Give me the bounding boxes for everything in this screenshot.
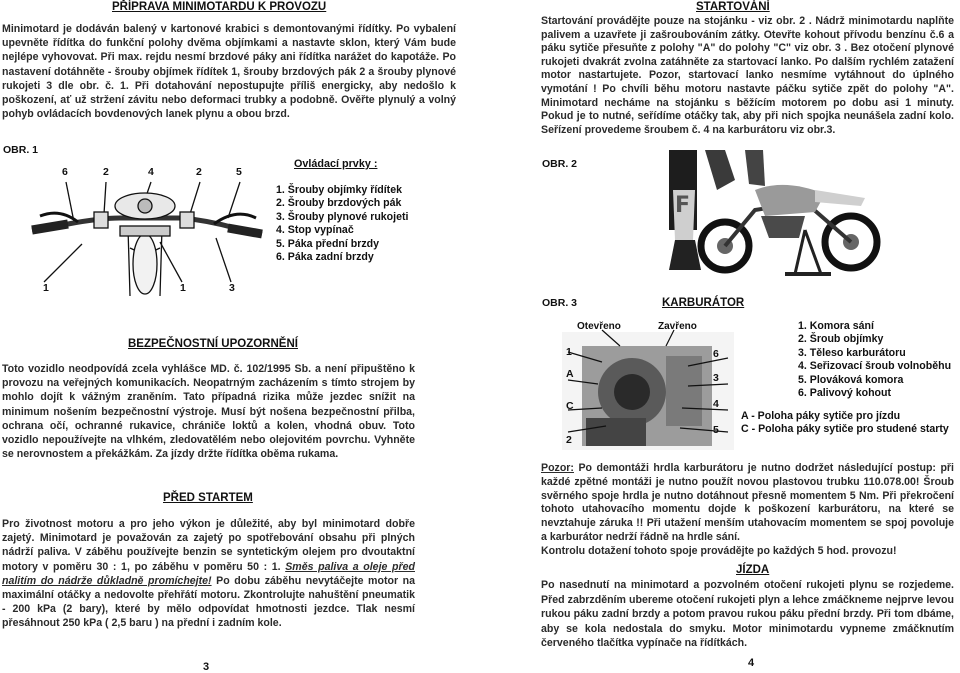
page-number: 4: [748, 657, 755, 669]
carb-closed-label: Zavřeno: [658, 321, 697, 332]
list-item: 2. Šroub objímky: [798, 333, 884, 346]
warning-check: Kontrolu dotažení tohoto spoje provádějte po každých 5 hod. provozu!: [541, 544, 897, 557]
emphasis-text: Směs paliva a oleje před nalitím do nádrže důkladně promíchejte!: [2, 560, 415, 587]
fig3-label: OBR. 3: [542, 297, 578, 309]
fig1-callout: 3: [229, 282, 235, 294]
fig2-label: OBR. 2: [542, 158, 578, 170]
list-item: 2. Šrouby brzdových pák: [276, 197, 402, 210]
list-item: A - Poloha páky sytiče pro jízdu: [741, 410, 901, 422]
fig1-callout: 1: [43, 282, 49, 294]
svg-text:F: F: [675, 193, 691, 218]
carburetor-title: KARBURÁTOR: [662, 297, 745, 309]
list-item: 5. Páka přední brzdy: [276, 237, 380, 250]
carb-callout: 6: [713, 348, 719, 360]
warning-label: Pozor:: [541, 462, 574, 474]
carb-open-label: Otevřeno: [577, 321, 621, 332]
controls-title: Ovládací prvky :: [294, 158, 378, 170]
safety-text: Toto vozidlo neodpovídá zcela vyhlášce MD. č. 102/1995 Sb. a není připuštěno k provozu na veřejných komunikacích. Neopatrným zacházením s tímto strojem by mohlo dojít k vážným zraněním. Tato případná rizika může jezdec snížit na minimum nošením bezpečnostní výstroje. Musí být nošena bezpečnostní přilba, ochrana očí, ochranné rukavice, chrániče loktů a kolen, vhodná obuv. Toto vozidlo nepoužívejte na vlhkém, zledovatělém nebo olejovitém povrchu. Vyhněte se nerovnostem a překážkám. Za jízdy držte řídítka oběma rukama.: [2, 363, 415, 461]
ride-text: Po nasednutí na minimotard a pozvolném otočení rukojeti plynu se rozjedeme. Před zabrzděním ubereme otočení rukojeti plyn a lehce zmáčkneme nejprve levou rukou páku zadní brzdy a potom pravou rukou páku přední brzdy. Při tom dbáme, aby se kola nedostala do smyku. Motor minimotardu vypneme zmáčknutím červeného tlačítka vypínače na řídítkách.: [541, 579, 954, 650]
dirt-bike-photo: [665, 150, 895, 280]
fig1-callout: 6: [62, 166, 68, 178]
prep-text: Minimotard je dodáván balený v kartonové krabici s demontovanými řídítky. Po vybalení upevněte řídítka do funkční polohy dvěma objímkami a nastavte sklon, který Vám bude nejlépe vyhovovat. Při max. rejdu nesmí brzdové páky ani řídítka narážet do kapotáže. Po nastavení dotáhněte - šrouby objímek řídítek 1, šrouby brzdových pák 2 a šrouby plynové rukojeti 3 dle obr. č. 1. Při dotahování nepostupujte příliš energicky, aby nedošlo k poškození, ať už stržení závitu nebo deformaci trubky a podobně. Ověřte plynulý a volný pohyb ovládacích bovdenových lanek plynu a obou brzd.: [2, 23, 456, 121]
choke-positions-list: [741, 410, 949, 437]
list-item: 5. Plováková komora: [798, 373, 904, 386]
list-item: 3. Šrouby plynové rukojeti: [276, 210, 409, 223]
handlebar-illustration: [30, 178, 270, 300]
ride-title: JÍZDA: [736, 564, 770, 576]
controls-list: [276, 184, 408, 264]
carb-callout: 4: [713, 398, 719, 410]
start-text: Startování provádějte pouze na stojánku - viz obr. 2 . Nádrž minimotardu naplňte palivem a uzavřete ji zašroubováním zátky. Otevřte kohout přívodu benzínu č.6 a páku sytiče přesuňte z polohy "A" do polohy "C" viz obr. 3 . Bez otočení plynové rukojeti dvakrát zvolna zatáhněte za startovací lanko. Po dalším rychlém zatažení motor nastartujete. Pozor, startovací lanko nesmíme vytáhnout do úplného vymotání ! Po chvíli běhu motoru nastavte páčku sytiče zpět do polohy "A". Minimotard necháme na stojánku s běžícím motorem po dobu asi 1 minuty. Pokud je to nutné, seřídíme otáčky tak, aby při nich spojka neunášela zadní kolo. Seřízení provedeme šroubem č. 4 na karburátoru viz obr.3.: [541, 15, 954, 136]
start-title: STARTOVÁNÍ: [696, 1, 770, 13]
right-page: [480, 0, 960, 671]
list-item: 1. Komora sání: [798, 320, 874, 332]
before-start-text: Pro životnost motoru a pro jeho výkon je důležité, aby byl minimotard dobře zajetý. Minimotard je považován za zajetý po spotřebování obsahu při plných nádrží paliva. V záběhu používejte benzin se syntetickým olejem pro dvoutaktní motory v poměru 30 : 1, po záběhu v poměru 50 : 1. Směs paliva a oleje před nalitím do nádrže důkladně promíchejte! Po dobu záběhu nevytáčejte motor na maximální otáčky a nedovolte přehřátí motoru. Zkontrolujte nahuštění pneumatik - 200 kPa (2 bary), které by mělo odpovídat hmotnosti jezdce. Tlak nesmí přesáhnout 250 kPa ( 2,5 baru ) na přední i zadním kole.: [2, 518, 415, 630]
carb-callout: 1: [566, 346, 572, 358]
fig1-callout: 1: [180, 282, 186, 294]
carburetor-photo: [562, 322, 734, 450]
page-number: 3: [203, 661, 210, 673]
list-item: 6. Páka zadní brzdy: [276, 251, 374, 264]
list-item: 6. Palivový kohout: [798, 387, 892, 400]
fig1-label: OBR. 1: [3, 144, 39, 156]
fig1-callout: 2: [196, 166, 202, 178]
carb-callout: 2: [566, 434, 572, 446]
before-start-title: PŘED STARTEM: [163, 492, 253, 504]
carb-callout: A: [566, 368, 574, 380]
carburetor-parts-list: [798, 320, 951, 400]
list-item: C - Poloha páky sytiče pro studené starty: [741, 423, 949, 436]
carb-callout: 5: [713, 424, 719, 436]
fig1-callout: 4: [148, 166, 154, 178]
list-item: 4. Stop vypínač: [276, 224, 354, 237]
safety-title: BEZPEČNOSTNÍ UPOZORNĚNÍ: [128, 338, 298, 350]
prep-title: PŘÍPRAVA MINIMOTARDU K PROVOZU: [112, 1, 327, 13]
warning-text: Pozor: Po demontáži hrdla karburátoru je nutno dodržet následující postup: při každé zpětné montáži je nutno použít novou plastovou trubku 110.078.00! Šroub svěrného spoje hrdla je nutno dotáhnout přesně momentem 5 Nm. Při překročení tohoto utahovacího momentu dojde k poškození karburátoru, na které se nevztahuje záruka !! Při utažení menším utahovacím momentem se spoj povoluje a karburátor nedrží řádně na hrdle sání. Kontrolu dotažení tohoto spoje provádějte po každých 5 hod. provozu!: [541, 462, 954, 557]
list-item: 4. Seřizovací šroub volnoběhu: [798, 360, 952, 373]
carb-callout: C: [566, 400, 574, 412]
list-item: 1. Šrouby objímky řídítek: [276, 184, 402, 196]
fig1-callout: 2: [103, 166, 109, 178]
fig1-callout: 5: [236, 166, 242, 178]
list-item: 3. Těleso karburátoru: [798, 346, 906, 359]
left-page: [0, 0, 480, 671]
carb-callout: 3: [713, 372, 719, 384]
